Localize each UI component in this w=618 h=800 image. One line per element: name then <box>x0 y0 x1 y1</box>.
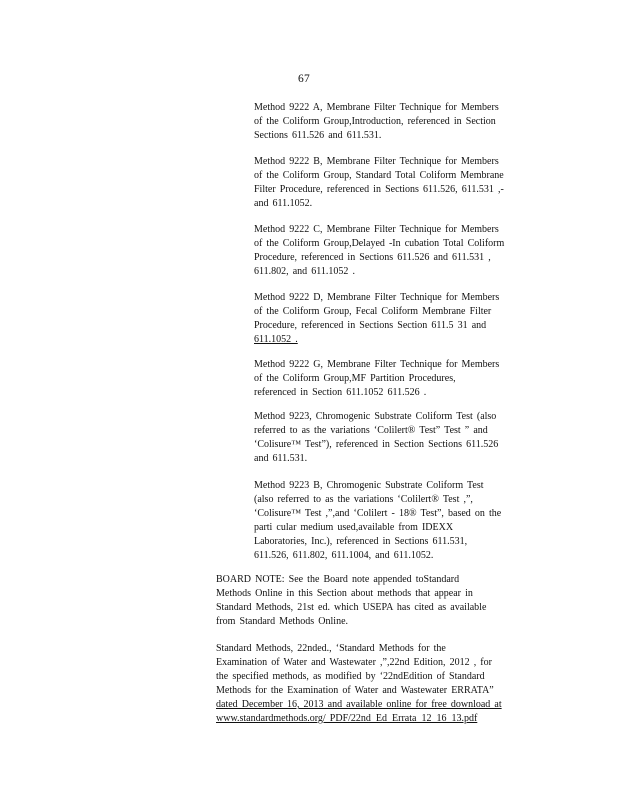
entry-line: ‘Colisure™ Test”), referenced in Section Sections 611.526 <box>254 439 499 450</box>
entry-line: of the Coliform Group,MF Partition Procedures, <box>254 373 456 384</box>
entry-line: and 611.531. <box>254 453 308 464</box>
reference-line: Standard Methods, 22nded., ‘Standard Methods for the <box>216 643 446 654</box>
entry-line: referred to as the variations ‘Colilert® Test” Test ” and <box>254 425 488 436</box>
entry-line: Method 9222 C, Membrane Filter Technique for Members <box>254 224 499 235</box>
reference-line: the specified methods, as modified by ‘22ndEdition of Standard <box>216 671 485 682</box>
reference-line: Examination of Water and Wastewater ,”,22nd Edition, 2012 , for <box>216 657 492 668</box>
entry-line: of the Coliform Group,Delayed -In cubation Total Coliform <box>254 238 505 249</box>
entry-line: 611.526, 611.802, 611.1004, and 611.1052. <box>254 550 434 561</box>
method-entry-9222b <box>254 155 532 211</box>
entry-line: Method 9223, Chromogenic Substrate Coliform Test (also <box>254 411 497 422</box>
method-entry-9222d <box>254 291 532 347</box>
method-entry-9222c <box>254 223 532 279</box>
reference-line: Methods for the Examination of Water and Wastewater ERRATA” <box>216 685 494 696</box>
entry-line: 611.802, and 611.1052 . <box>254 266 355 277</box>
entry-line: parti cular medium used,available from IDEXX <box>254 522 454 533</box>
entry-line: Method 9222 A, Membrane Filter Technique for Members <box>254 102 499 113</box>
entry-line: Method 9222 D, Membrane Filter Technique for Members <box>254 292 500 303</box>
entry-line: (also referred to as the variations ‘Colilert® Test ,”, <box>254 494 473 505</box>
entry-line: of the Coliform Group, Standard Total Coliform Membrane <box>254 170 504 181</box>
board-note-line: Methods Online in this Section about methods that appear in <box>216 588 473 599</box>
standard-methods-22nd-reference <box>216 642 542 726</box>
entry-line: Laboratories, Inc.), referenced in Sections 611.531, <box>254 536 468 547</box>
errata-download-link[interactable]: www.standardmethods.org/ PDF/22nd_Ed_Errata_12_16_13.pdf <box>216 713 478 724</box>
reference-line: dated December 16, 2013 and available online for free download at <box>216 699 502 710</box>
entry-line: referenced in Section 611.1052 611.526 . <box>254 387 427 398</box>
entry-line: of the Coliform Group,Introduction, referenced in Section <box>254 116 496 127</box>
method-entry-9223 <box>254 410 532 466</box>
entry-line: Procedure, referenced in Sections 611.526 and 611.531 , <box>254 252 491 263</box>
entry-line: and 611.1052. <box>254 198 313 209</box>
method-entry-9223b <box>254 479 532 563</box>
entry-line: 611.1052 . <box>254 334 298 345</box>
board-note-line: Standard Methods, 21st ed. which USEPA has cited as available <box>216 602 487 613</box>
board-note-line: BOARD NOTE: See the Board note appended toStandard <box>216 574 460 585</box>
page-number: 67 <box>298 73 311 85</box>
entry-line: Sections 611.526 and 611.531. <box>254 130 382 141</box>
board-note-line: from Standard Methods Online. <box>216 616 349 627</box>
entry-line: Procedure, referenced in Sections Section 611.5 31 and <box>254 320 487 331</box>
method-entry-9222a <box>254 101 532 143</box>
entry-line: Method 9222 G, Membrane Filter Technique for Members <box>254 359 500 370</box>
entry-line: of the Coliform Group, Fecal Coliform Membrane Filter <box>254 306 492 317</box>
entry-line: ‘Colisure™ Test ,”,and ‘Colilert - 18® Test”, based on the <box>254 508 502 519</box>
method-entry-9222g <box>254 358 532 400</box>
entry-line: Method 9222 B, Membrane Filter Technique for Members <box>254 156 499 167</box>
entry-line: Method 9223 B, Chromogenic Substrate Coliform Test <box>254 480 484 491</box>
entry-line: Filter Procedure, referenced in Sections 611.526, 611.531 ,- <box>254 184 504 195</box>
board-note <box>216 573 542 629</box>
